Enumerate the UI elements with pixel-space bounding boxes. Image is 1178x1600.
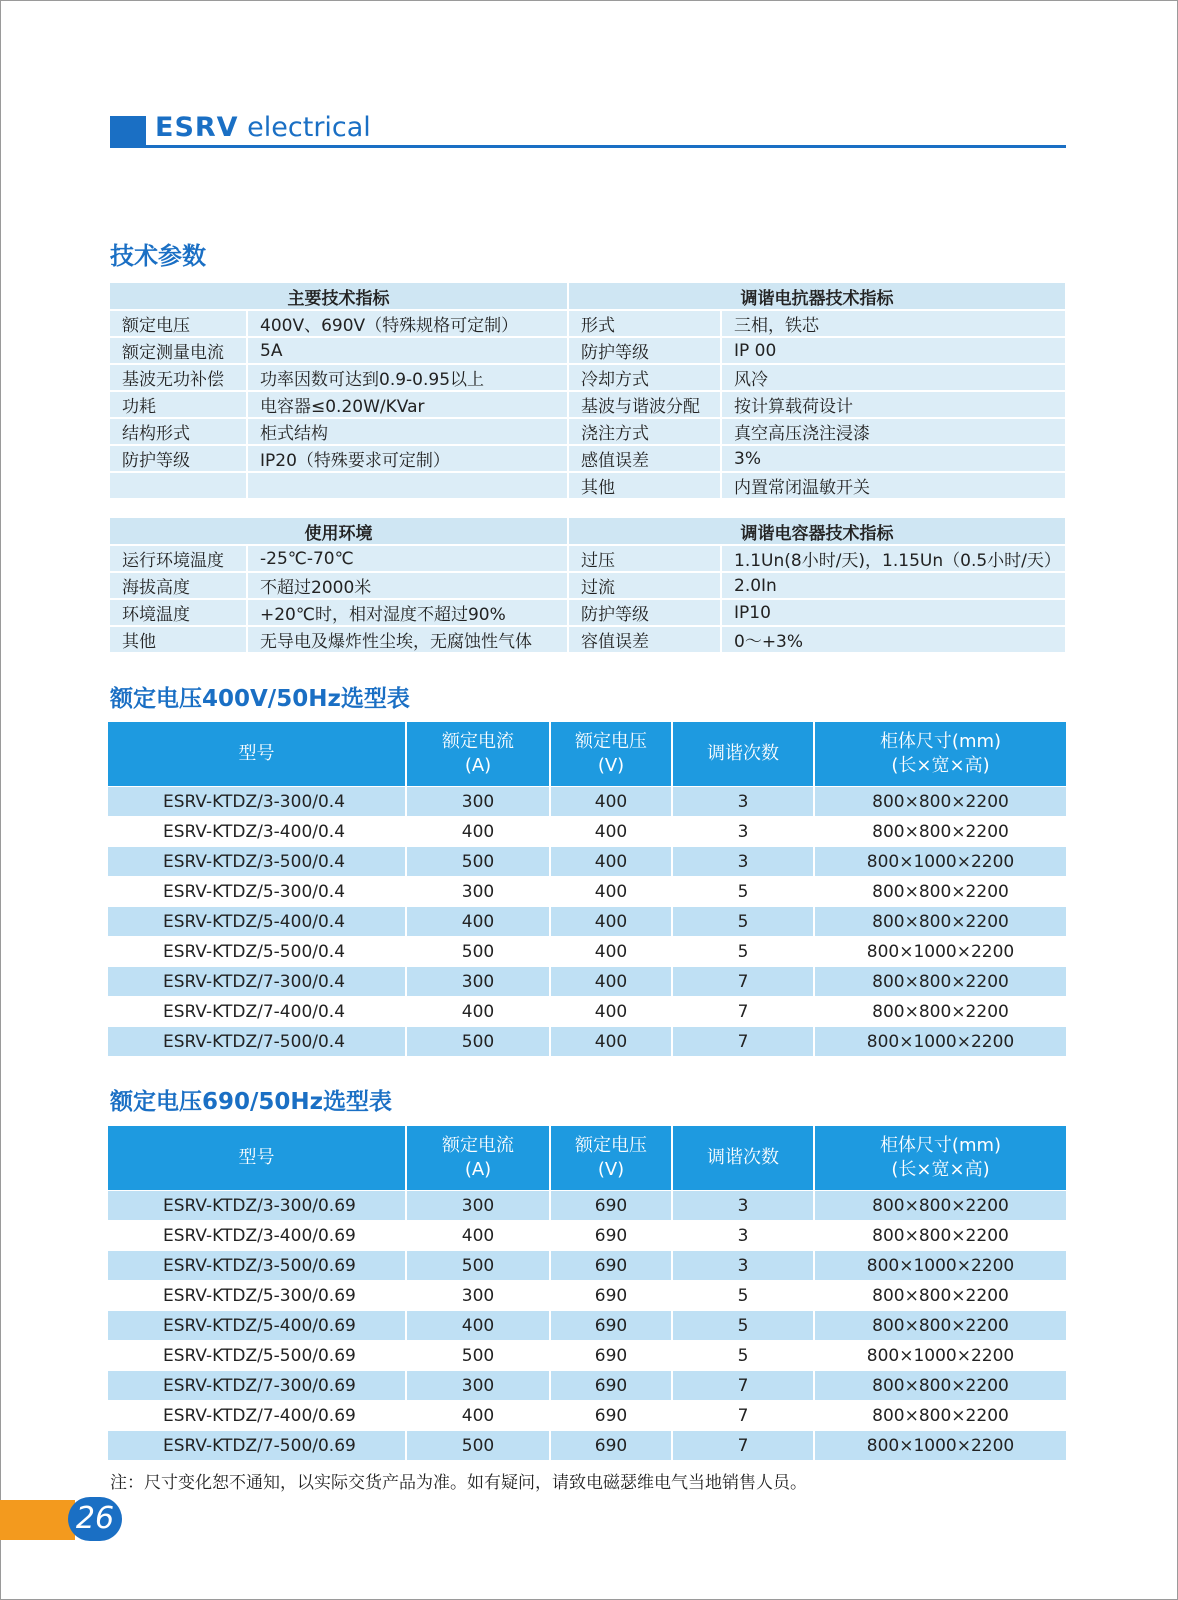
header-voltage: [550, 722, 672, 787]
header-current: [406, 1126, 550, 1191]
voltage-cell: 400: [550, 787, 672, 817]
header-size: [814, 722, 1066, 787]
size-cell: 800×800×2200: [814, 907, 1066, 937]
model-cell: ESRV-KTDZ/3-300/0.69: [108, 1191, 406, 1221]
size-cell: 800×1000×2200: [814, 1251, 1066, 1281]
model-cell: ESRV-KTDZ/3-400/0.4: [108, 817, 406, 847]
model-cell: ESRV-KTDZ/7-400/0.4: [108, 997, 406, 1027]
spec-label: 冷却方式: [568, 364, 721, 391]
spec-table-main-body: [110, 283, 1066, 499]
size-cell: 800×800×2200: [814, 787, 1066, 817]
spec-label: 基波与谐波分配: [568, 391, 721, 418]
size-cell: 800×800×2200: [814, 997, 1066, 1027]
capacitor-specs-title: 调谐电容器技术指标: [568, 518, 1066, 545]
spec-label: 防护等级: [568, 599, 721, 626]
current-cell: 400: [406, 907, 550, 937]
harmonic-cell: 5: [672, 877, 814, 907]
spec-value: 0～+3%: [721, 626, 1066, 653]
harmonic-cell: 5: [672, 1311, 814, 1341]
header-model: [108, 722, 406, 787]
section-title-400v: 额定电压400V/50Hz选型表: [110, 686, 410, 712]
spec-value: 真空高压浇注浸漆: [721, 418, 1066, 445]
table-row: [108, 1431, 1066, 1461]
size-cell: 800×800×2200: [814, 877, 1066, 907]
size-cell: 800×800×2200: [814, 1281, 1066, 1311]
spec-row: [110, 310, 1066, 337]
table-row: [108, 907, 1066, 937]
model-cell: ESRV-KTDZ/7-300/0.69: [108, 1371, 406, 1401]
size-cell: 800×800×2200: [814, 1371, 1066, 1401]
header-harmonic: [672, 1126, 814, 1191]
header-size-label: 柜体尺寸(mm): [879, 731, 1002, 752]
current-cell: 300: [406, 1281, 550, 1311]
current-cell: 400: [406, 1401, 550, 1431]
model-cell: ESRV-KTDZ/3-500/0.69: [108, 1251, 406, 1281]
spec-row: [110, 337, 1066, 364]
table-row: [108, 997, 1066, 1027]
size-cell: 800×1000×2200: [814, 1341, 1066, 1371]
current-cell: 400: [406, 1221, 550, 1251]
current-cell: 500: [406, 937, 550, 967]
spec-value: +20℃时，相对湿度不超过90%: [247, 599, 568, 626]
header-current-unit: (A): [464, 755, 492, 776]
size-cell: 800×800×2200: [814, 817, 1066, 847]
spec-label: 容值误差: [568, 626, 721, 653]
size-cell: 800×1000×2200: [814, 1431, 1066, 1461]
current-cell: 500: [406, 1027, 550, 1057]
spec-label: 结构形式: [110, 418, 247, 445]
page-number: 26: [68, 1497, 122, 1541]
voltage-cell: 400: [550, 817, 672, 847]
size-cell: 800×800×2200: [814, 967, 1066, 997]
voltage-cell: 400: [550, 967, 672, 997]
current-cell: 500: [406, 847, 550, 877]
header-model-label: 型号: [238, 1147, 275, 1168]
voltage-cell: 400: [550, 937, 672, 967]
logo-square: [110, 116, 146, 148]
selection-table-690v: [108, 1126, 1066, 1460]
spec-label: 感值误差: [568, 445, 721, 472]
orange-accent-bar: [0, 1500, 75, 1540]
spec-table-environment: [110, 518, 1067, 654]
model-cell: ESRV-KTDZ/5-300/0.69: [108, 1281, 406, 1311]
spec-value: [247, 472, 568, 499]
spec-row: [110, 626, 1066, 653]
spec-row: [110, 545, 1066, 572]
model-cell: ESRV-KTDZ/7-300/0.4: [108, 967, 406, 997]
harmonic-cell: 3: [672, 1221, 814, 1251]
selection-table-400v: [108, 722, 1066, 1056]
harmonic-cell: 7: [672, 967, 814, 997]
header-voltage-unit: (V): [597, 1159, 625, 1180]
spec-label: 浇注方式: [568, 418, 721, 445]
harmonic-cell: 3: [672, 787, 814, 817]
spec-table-main-header: [110, 283, 1066, 310]
spec-label: 额定电压: [110, 310, 247, 337]
harmonic-cell: 7: [672, 1401, 814, 1431]
spec-row: [110, 418, 1066, 445]
footnote: 注：尺寸变化恕不通知，以实际交货产品为准。如有疑问，请致电磁瑟维电气当地销售人员。: [110, 1473, 807, 1493]
spec-row: [110, 391, 1066, 418]
spec-value: 2.0In: [721, 572, 1066, 599]
spec-value: IP 00: [721, 337, 1066, 364]
main-specs-title: 主要技术指标: [110, 283, 568, 310]
spec-row: [110, 599, 1066, 626]
spec-value: 柜式结构: [247, 418, 568, 445]
spec-table-environment-body: [110, 518, 1066, 653]
spec-table-main: [110, 283, 1067, 500]
header-size-sub: (长×宽×高): [891, 755, 990, 776]
spec-label: 基波无功补偿: [110, 364, 247, 391]
table-row: [108, 937, 1066, 967]
voltage-cell: 690: [550, 1191, 672, 1221]
spec-table-environment-header: [110, 518, 1066, 545]
voltage-cell: 400: [550, 847, 672, 877]
voltage-cell: 400: [550, 997, 672, 1027]
current-cell: 300: [406, 1371, 550, 1401]
spec-value: 风冷: [721, 364, 1066, 391]
harmonic-cell: 7: [672, 1371, 814, 1401]
header-rule: [110, 145, 1066, 148]
table-row: [108, 1027, 1066, 1057]
header-current-label: 额定电流: [442, 1135, 514, 1156]
brand-prefix: ESRV: [155, 112, 239, 143]
table-header-row: [108, 1126, 1066, 1191]
harmonic-cell: 7: [672, 997, 814, 1027]
model-cell: ESRV-KTDZ/5-400/0.4: [108, 907, 406, 937]
size-cell: 800×800×2200: [814, 1191, 1066, 1221]
voltage-cell: 690: [550, 1341, 672, 1371]
current-cell: 400: [406, 817, 550, 847]
spec-label: 功耗: [110, 391, 247, 418]
spec-label: 其他: [110, 626, 247, 653]
header-model-label: 型号: [238, 743, 275, 764]
header-model: [108, 1126, 406, 1191]
header-harmonic: [672, 722, 814, 787]
spec-value: 不超过2000米: [247, 572, 568, 599]
voltage-cell: 690: [550, 1221, 672, 1251]
voltage-cell: 690: [550, 1311, 672, 1341]
size-cell: 800×800×2200: [814, 1311, 1066, 1341]
voltage-cell: 690: [550, 1431, 672, 1461]
header-voltage-label: 额定电压: [575, 731, 647, 752]
voltage-cell: 400: [550, 877, 672, 907]
current-cell: 400: [406, 1311, 550, 1341]
model-cell: ESRV-KTDZ/7-500/0.4: [108, 1027, 406, 1057]
current-cell: 300: [406, 787, 550, 817]
harmonic-cell: 3: [672, 1191, 814, 1221]
voltage-cell: 690: [550, 1401, 672, 1431]
table-row: [108, 1191, 1066, 1221]
harmonic-cell: 5: [672, 907, 814, 937]
spec-value: IP10: [721, 599, 1066, 626]
current-cell: 400: [406, 997, 550, 1027]
harmonic-cell: 5: [672, 1281, 814, 1311]
current-cell: 300: [406, 1191, 550, 1221]
header-size-label: 柜体尺寸(mm): [879, 1135, 1002, 1156]
table-row: [108, 787, 1066, 817]
spec-value: 1.1Un(8小时/天)，1.15Un（0.5小时/天）: [721, 545, 1066, 572]
spec-label: 环境温度: [110, 599, 247, 626]
spec-value: 功率因数可达到0.9-0.95以上: [247, 364, 568, 391]
header-harmonic-label: 调谐次数: [707, 743, 779, 764]
spec-value: IP20（特殊要求可定制）: [247, 445, 568, 472]
current-cell: 300: [406, 877, 550, 907]
header-voltage-label: 额定电压: [575, 1135, 647, 1156]
size-cell: 800×800×2200: [814, 1401, 1066, 1431]
header-current-label: 额定电流: [442, 731, 514, 752]
section-title-690v: 额定电压690/50Hz选型表: [110, 1089, 393, 1115]
spec-row: [110, 572, 1066, 599]
selection-table-690v-body: [108, 1191, 1066, 1461]
model-cell: ESRV-KTDZ/3-300/0.4: [108, 787, 406, 817]
harmonic-cell: 5: [672, 1341, 814, 1371]
header-harmonic-label: 调谐次数: [707, 1147, 779, 1168]
header-current-unit: (A): [464, 1159, 492, 1180]
harmonic-cell: 5: [672, 937, 814, 967]
size-cell: 800×800×2200: [814, 1221, 1066, 1251]
model-cell: ESRV-KTDZ/5-400/0.69: [108, 1311, 406, 1341]
voltage-cell: 690: [550, 1371, 672, 1401]
model-cell: ESRV-KTDZ/7-500/0.69: [108, 1431, 406, 1461]
current-cell: 500: [406, 1431, 550, 1461]
harmonic-cell: 3: [672, 1251, 814, 1281]
header-size-sub: (长×宽×高): [891, 1159, 990, 1180]
spec-label: 防护等级: [110, 445, 247, 472]
spec-row: [110, 472, 1066, 499]
spec-value: 无导电及爆炸性尘埃，无腐蚀性气体: [247, 626, 568, 653]
spec-label: [110, 472, 247, 499]
model-cell: ESRV-KTDZ/5-500/0.69: [108, 1341, 406, 1371]
voltage-cell: 690: [550, 1281, 672, 1311]
size-cell: 800×1000×2200: [814, 937, 1066, 967]
current-cell: 500: [406, 1251, 550, 1281]
spec-label: 其他: [568, 472, 721, 499]
current-cell: 500: [406, 1341, 550, 1371]
spec-label: 运行环境温度: [110, 545, 247, 572]
table-row: [108, 1401, 1066, 1431]
header-current: [406, 722, 550, 787]
spec-value: 5A: [247, 337, 568, 364]
table-row: [108, 967, 1066, 997]
spec-value: 400V、690V（特殊规格可定制）: [247, 310, 568, 337]
spec-value: 按计算载荷设计: [721, 391, 1066, 418]
spec-value: -25℃-70℃: [247, 545, 568, 572]
harmonic-cell: 3: [672, 847, 814, 877]
model-cell: ESRV-KTDZ/7-400/0.69: [108, 1401, 406, 1431]
model-cell: ESRV-KTDZ/5-500/0.4: [108, 937, 406, 967]
spec-row: [110, 364, 1066, 391]
table-header-row: [108, 722, 1066, 787]
brand-suffix: electrical: [238, 112, 371, 143]
harmonic-cell: 7: [672, 1027, 814, 1057]
spec-row: [110, 445, 1066, 472]
spec-value: 内置常闭温敏开关: [721, 472, 1066, 499]
spec-label: 过压: [568, 545, 721, 572]
spec-label: 防护等级: [568, 337, 721, 364]
table-row: [108, 877, 1066, 907]
table-row: [108, 1341, 1066, 1371]
spec-value: 3%: [721, 445, 1066, 472]
harmonic-cell: 7: [672, 1431, 814, 1461]
table-row: [108, 847, 1066, 877]
spec-label: 额定测量电流: [110, 337, 247, 364]
spec-label: 过流: [568, 572, 721, 599]
selection-table-400v-body: [108, 787, 1066, 1057]
spec-label: 形式: [568, 310, 721, 337]
size-cell: 800×1000×2200: [814, 847, 1066, 877]
model-cell: ESRV-KTDZ/3-400/0.69: [108, 1221, 406, 1251]
header-size: [814, 1126, 1066, 1191]
table-row: [108, 1371, 1066, 1401]
section-title-tech: 技术参数: [110, 242, 206, 270]
header-voltage: [550, 1126, 672, 1191]
table-row: [108, 1251, 1066, 1281]
current-cell: 300: [406, 967, 550, 997]
environment-title: 使用环境: [110, 518, 568, 545]
spec-value: 三相，铁芯: [721, 310, 1066, 337]
model-cell: ESRV-KTDZ/5-300/0.4: [108, 877, 406, 907]
voltage-cell: 400: [550, 907, 672, 937]
table-row: [108, 1311, 1066, 1341]
spec-label: 海拔高度: [110, 572, 247, 599]
voltage-cell: 400: [550, 1027, 672, 1057]
spec-value: 电容器≤0.20W/KVar: [247, 391, 568, 418]
harmonic-cell: 3: [672, 817, 814, 847]
table-row: [108, 1281, 1066, 1311]
reactor-specs-title: 调谐电抗器技术指标: [568, 283, 1066, 310]
table-row: [108, 1221, 1066, 1251]
brand-logo: [155, 112, 371, 143]
header-voltage-unit: (V): [597, 755, 625, 776]
model-cell: ESRV-KTDZ/3-500/0.4: [108, 847, 406, 877]
table-row: [108, 817, 1066, 847]
size-cell: 800×1000×2200: [814, 1027, 1066, 1057]
voltage-cell: 690: [550, 1251, 672, 1281]
